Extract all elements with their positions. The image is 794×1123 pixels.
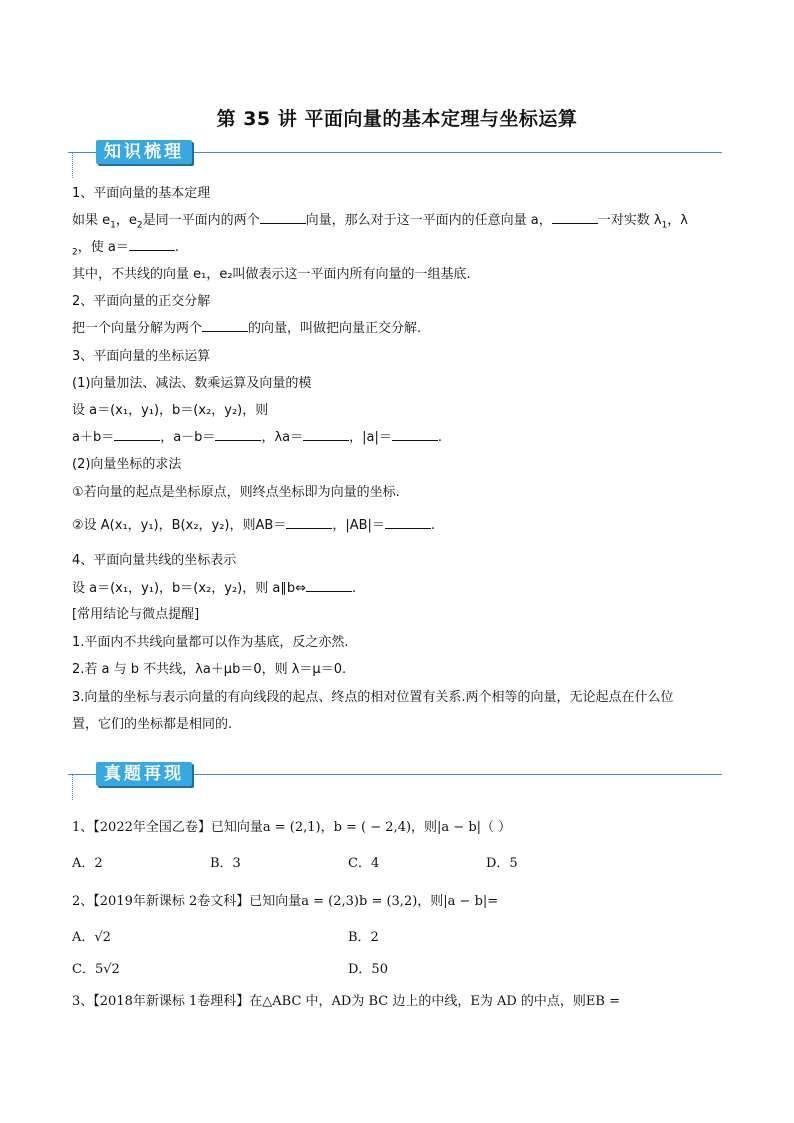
- fill-blank[interactable]: [552, 211, 598, 224]
- tip-line: 1.平面内不共线向量都可以作为基底，反之亦然.: [72, 635, 349, 650]
- page-title: 第 35 讲 平面向量的基本定理与坐标运算: [216, 108, 578, 130]
- subheading: (2)向量坐标的求法: [72, 457, 182, 472]
- heading-collinear: 4、平面向量共线的坐标表示: [72, 553, 237, 568]
- paragraph-line: a＋b＝ ，a－b＝ ，λa＝ ，|a|＝ .: [72, 430, 442, 445]
- fill-blank[interactable]: [114, 428, 160, 441]
- option-c[interactable]: C．5√2: [72, 962, 120, 977]
- heading-basic-theorem: 1、平面向量的基本定理: [72, 186, 211, 201]
- question-3: 3、【2018年新课标 1卷理科】在△ABC 中，AD为 BC 边上的中线，E为 AD 的中点，则EB =: [72, 994, 620, 1009]
- section-marker: [72, 152, 73, 178]
- option-b[interactable]: B．3: [210, 856, 241, 871]
- fill-blank[interactable]: [215, 428, 261, 441]
- paragraph-line: $_2$，使 a＝ .: [72, 240, 179, 258]
- fill-blank[interactable]: [286, 516, 332, 529]
- section-header-past-exams: [68, 762, 722, 802]
- paragraph-line: 设 a＝(x₁，y₁)，b＝(x₂，y₂)，则: [72, 403, 269, 418]
- fill-blank[interactable]: [129, 238, 175, 251]
- section-marker: [72, 774, 73, 800]
- tip-line: 2.若 a 与 b 不共线，λa＋μb＝0，则 λ＝μ＝0.: [72, 662, 347, 677]
- option-b[interactable]: B．2: [348, 930, 379, 945]
- fill-blank[interactable]: [385, 516, 431, 529]
- tip-line: 3.向量的坐标与表示向量的有向线段的起点、终点的相对位置有关系.两个相等的向量，无论起点在什么位: [72, 690, 674, 705]
- heading-orthogonal: 2、平面向量的正交分解: [72, 294, 211, 309]
- option-a[interactable]: A．2: [72, 856, 103, 871]
- paragraph-line: ②设 A(x₁，y₁)，B(x₂，y₂)，则AB＝ ，|AB|＝ .: [72, 518, 436, 533]
- section-tag: 知识梳理: [96, 140, 192, 164]
- tip-heading: [常用结论与微点提醒]: [72, 607, 200, 622]
- tip-line: 置，它们的坐标都是相同的.: [72, 717, 233, 732]
- option-a[interactable]: A．√2: [72, 930, 111, 945]
- fill-blank[interactable]: [303, 428, 349, 441]
- fill-blank[interactable]: [392, 428, 438, 441]
- fill-blank[interactable]: [306, 579, 352, 592]
- section-tag: 真题再现: [96, 762, 192, 786]
- heading-coordinate-ops: 3、平面向量的坐标运算: [72, 349, 211, 364]
- question-2: 2、【2019年新课标 2卷文科】已知向量a = (2,3)b = (3,2)，则|a − b|=: [72, 894, 499, 909]
- subheading: (1)向量加法、减法、数乘运算及向量的模: [72, 376, 312, 391]
- paragraph-line: 如果 $e_1$，$e_2$是同一平面内的两个 向量，那么对于这一平面内的任意向量 a， 一对实数 $\lambda_1$，λ: [72, 213, 688, 231]
- paragraph-line: 把一个向量分解为两个 的向量，叫做把向量正交分解.: [72, 321, 422, 336]
- option-c[interactable]: C．4: [348, 856, 380, 871]
- fill-blank[interactable]: [260, 211, 306, 224]
- question-1: 1、【2022年全国乙卷】已知向量a = (2,1)，b = ( − 2,4)，则|a − b|（ ）: [72, 820, 512, 835]
- paragraph-line: 其中，不共线的向量 e₁，e₂叫做表示这一平面内所有向量的一组基底.: [72, 267, 471, 282]
- option-d[interactable]: D．5: [486, 856, 518, 871]
- option-d[interactable]: D．50: [348, 962, 388, 977]
- paragraph-line: 设 a＝(x₁，y₁)，b＝(x₂，y₂)，则 a∥b⇔ .: [72, 581, 357, 596]
- section-header-knowledge: [68, 140, 722, 180]
- fill-blank[interactable]: [202, 319, 248, 332]
- paragraph-line: ①若向量的起点是坐标原点，则终点坐标即为向量的坐标.: [72, 485, 400, 500]
